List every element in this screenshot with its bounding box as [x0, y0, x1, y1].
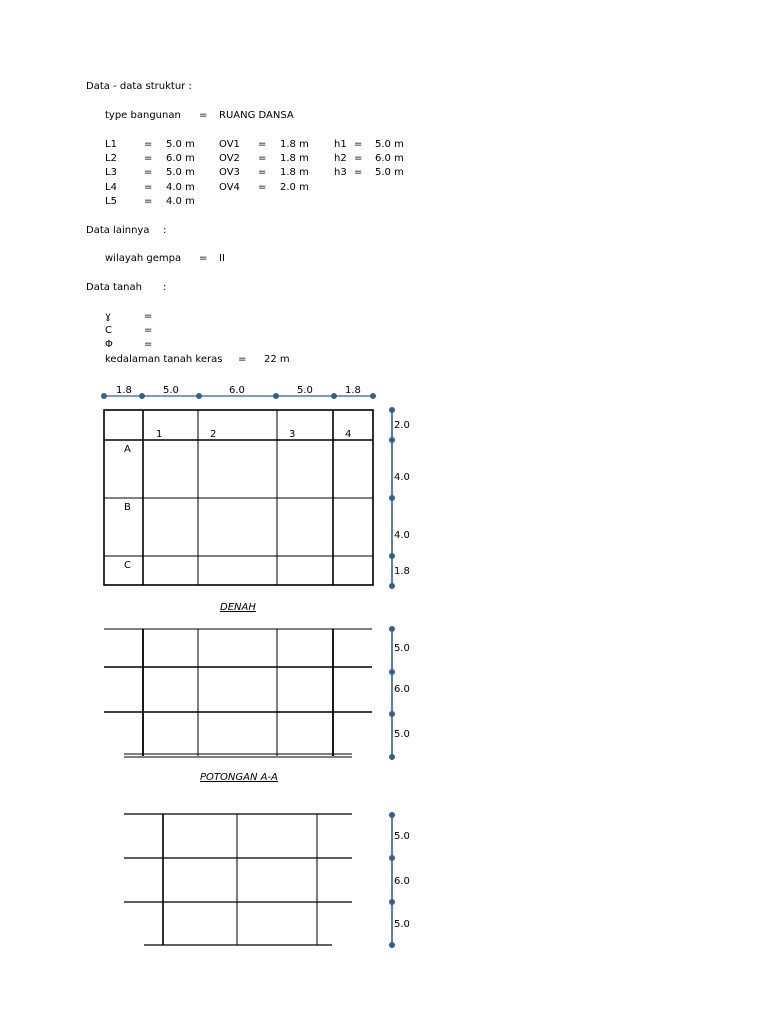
ov-eq: = [258, 139, 267, 150]
dim-value: 5.0 m [166, 139, 195, 150]
ov-name: OV2 [219, 153, 240, 164]
seismic-zone-eq: = [199, 253, 208, 264]
soil-data-title: Data tanah [86, 282, 142, 293]
plan-top-dim: 1.8 [345, 385, 361, 396]
plan-side-dim: 4.0 [394, 472, 410, 483]
soil-depth-label: kedalaman tanah keras [105, 354, 223, 365]
section-aa-side-dim: 5.0 [394, 643, 410, 654]
soil-data-colon: : [163, 282, 167, 293]
ov-value: 2.0 m [280, 182, 309, 193]
seismic-zone-value: II [219, 253, 225, 264]
h-value: 5.0 m [375, 139, 404, 150]
section-aa-side-dim: 5.0 [394, 729, 410, 740]
ov-eq: = [258, 182, 267, 193]
ov-eq: = [258, 153, 267, 164]
h-value: 6.0 m [375, 153, 404, 164]
soil-depth-value: 22 m [264, 354, 290, 365]
h-eq: = [354, 139, 363, 150]
dim-name: L1 [105, 139, 117, 150]
h-eq: = [354, 167, 363, 178]
dim-value: 4.0 m [166, 196, 195, 207]
dim-name: L5 [105, 196, 117, 207]
plan-col-label: 3 [289, 429, 296, 440]
dim-value: 6.0 m [166, 153, 195, 164]
plan-top-dim: 5.0 [163, 385, 179, 396]
other-data-title: Data lainnya [86, 225, 150, 236]
page-title: Data - data struktur : [86, 81, 192, 92]
dim-eq: = [144, 182, 153, 193]
soil-phi-eq: = [144, 339, 153, 350]
seismic-zone-label: wilayah gempa [105, 253, 182, 264]
plan-grid [104, 410, 373, 585]
ov-value: 1.8 m [280, 167, 309, 178]
plan-top-dim: 5.0 [297, 385, 313, 396]
h-value: 5.0 m [375, 167, 404, 178]
dim-name: L3 [105, 167, 117, 178]
ov-name: OV4 [219, 182, 240, 193]
h-eq: = [354, 153, 363, 164]
plan-row-label: A [124, 444, 131, 455]
soil-gamma: ɣ [105, 311, 111, 322]
plan-side-dimension [390, 408, 395, 589]
dim-eq: = [144, 153, 153, 164]
section-b-side-dim: 5.0 [394, 919, 410, 930]
soil-gamma-eq: = [144, 311, 153, 322]
plan-col-label: 1 [156, 429, 163, 440]
dim-name: L4 [105, 182, 117, 193]
plan-row-label: B [124, 502, 131, 513]
plan-col-label: 2 [210, 429, 217, 440]
soil-c-eq: = [144, 325, 153, 336]
soil-phi: Φ [105, 339, 113, 350]
dim-value: 5.0 m [166, 167, 195, 178]
ov-value: 1.8 m [280, 139, 309, 150]
plan-row-label: C [124, 560, 131, 571]
plan-col-label: 4 [345, 429, 352, 440]
building-type-eq: = [199, 110, 208, 121]
dim-eq: = [144, 139, 153, 150]
ov-name: OV3 [219, 167, 240, 178]
plan-side-dim: 2.0 [394, 420, 410, 431]
plan-top-dim: 6.0 [229, 385, 245, 396]
section-b-frame [124, 814, 352, 945]
plan-side-dim: 4.0 [394, 530, 410, 541]
soil-depth-eq: = [238, 354, 247, 365]
plan-caption: DENAH [220, 602, 256, 613]
dim-eq: = [144, 196, 153, 207]
plan-side-dim: 1.8 [394, 566, 410, 577]
section-b-side-dim: 5.0 [394, 831, 410, 842]
dim-value: 4.0 m [166, 182, 195, 193]
ov-value: 1.8 m [280, 153, 309, 164]
building-type-label: type bangunan [105, 110, 181, 121]
section-aa-side-dim: 6.0 [394, 684, 410, 695]
h-name: h2 [334, 153, 347, 164]
soil-c: C [105, 325, 112, 336]
ov-eq: = [258, 167, 267, 178]
dim-name: L2 [105, 153, 117, 164]
h-name: h1 [334, 139, 347, 150]
dim-eq: = [144, 167, 153, 178]
h-name: h3 [334, 167, 347, 178]
section-aa-caption: POTONGAN A-A [200, 772, 278, 783]
section-aa-frame [104, 629, 372, 757]
ov-name: OV1 [219, 139, 240, 150]
section-b-side-dim: 6.0 [394, 876, 410, 887]
building-type-value: RUANG DANSA [219, 110, 294, 121]
other-data-colon: : [163, 225, 167, 236]
plan-top-dim: 1.8 [116, 385, 132, 396]
